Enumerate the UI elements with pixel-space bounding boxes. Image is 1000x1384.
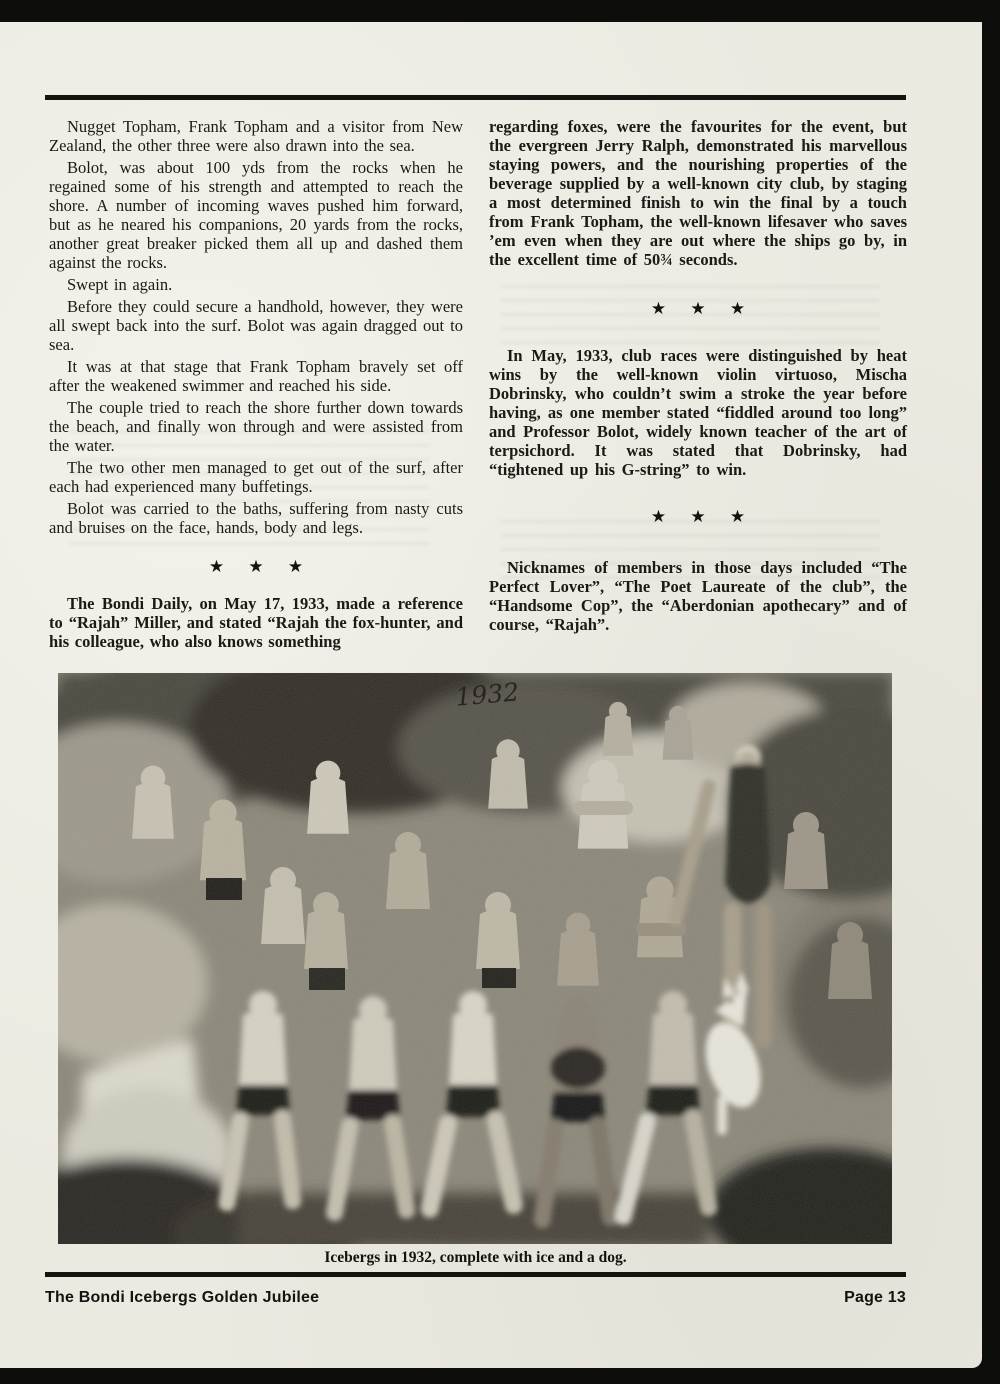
paragraph: Swept in again. bbox=[67, 275, 173, 294]
paragraph: Bolot was carried to the baths, suffering from nasty cuts and bruises on the face, hands, body and legs. bbox=[49, 499, 463, 537]
footer-rule bbox=[45, 1272, 906, 1277]
paragraph-bold: Nicknames of members in those days included “The Perfect Lover”, “The Poet Laureate of the club”, the “Handsome Cop”, the “Aberdonian apothecary” and of course, “Rajah”. bbox=[489, 558, 907, 634]
left-column bbox=[49, 117, 463, 654]
paragraph: Bolot, was about 100 yds from the rocks when he regained some of his strength and attempted to reach the shore. A number of incoming waves pushed him forward, but as he neared his companions, 20 yards from the rocks, another great breaker picked them all up and dashed them against the rocks. bbox=[49, 158, 463, 272]
paragraph: Before they could secure a handhold, however, they were all swept back into the surf. Bolot was again dragged out to sea. bbox=[49, 297, 463, 354]
paragraph-bold: regarding foxes, were the favourites for the event, but the evergreen Jerry Ralph, demonstrated his marvellous staying powers, and the nourishing properties of the beverage supplied by a well-known city club, by staging a most determined finish to win the final by a touch from Frank Topham, the well-known lifesaver who saves ’em even when they are out where the ships go by, in the excellent time of 50¾ seconds. bbox=[489, 117, 907, 269]
footer-title: The Bondi Icebergs Golden Jubilee bbox=[45, 1289, 320, 1306]
top-rule bbox=[45, 95, 906, 100]
photo-caption: Icebergs in 1932, complete with ice and a dog. bbox=[324, 1249, 627, 1266]
right-column bbox=[489, 117, 907, 638]
paragraph-bold: In May, 1933, club races were distinguished by heat wins by the well-known violin virtuoso, Mischa Dobrinsky, who couldn’t swim a stroke the year before having, as one member stated “fiddled around too long” and Professor Bolot, widely known teacher of the art of terpsichord. It was stated that Dobrinsky, had “tightened up his G-string” to win. bbox=[489, 346, 907, 479]
paragraph: Nugget Topham, Frank Topham and a visitor from New Zealand, the other three were also drawn into the sea. bbox=[49, 117, 463, 155]
paragraph-bold: The Bondi Daily, on May 17, 1933, made a reference to “Rajah” Miller, and stated “Rajah the fox-hunter, and his colleague, who also knows something bbox=[49, 594, 463, 651]
star-divider: ★ ★ ★ bbox=[650, 507, 746, 526]
photo-illustration bbox=[58, 673, 892, 1244]
paragraph: The couple tried to reach the shore further down towards the beach, and finally won through and were assisted from the water. bbox=[49, 398, 463, 455]
page-number: Page 13 bbox=[844, 1289, 906, 1306]
star-divider: ★ ★ ★ bbox=[650, 299, 746, 318]
paragraph: It was at that stage that Frank Topham bravely set off after the weakened swimmer and reached his side. bbox=[49, 357, 463, 395]
handwritten-year: 1932 bbox=[454, 677, 521, 712]
group-photograph bbox=[58, 673, 892, 1244]
star-divider: ★ ★ ★ bbox=[208, 557, 304, 576]
paragraph: The two other men managed to get out of the surf, after each had experienced many buffetings. bbox=[49, 458, 463, 496]
page-footer bbox=[45, 1289, 906, 1307]
